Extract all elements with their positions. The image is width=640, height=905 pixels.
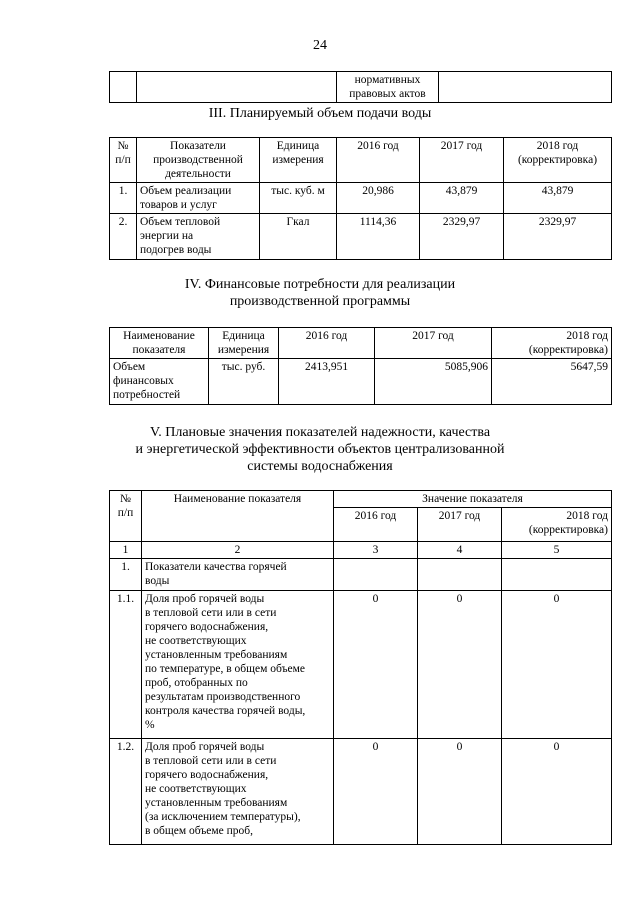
cell-num: 2. xyxy=(110,214,137,260)
page-number: 24 xyxy=(313,38,327,53)
header-2016: 2016 год xyxy=(337,138,420,183)
cell-unit: Гкал xyxy=(260,214,337,260)
header-2018: 2018 год (корректировка) xyxy=(504,138,612,183)
cell-2018 xyxy=(502,559,612,591)
cell-2017: 5085,906 xyxy=(375,359,492,405)
cell-2017: 2329,97 xyxy=(420,214,504,260)
cell-2016: 2413,951 xyxy=(279,359,375,405)
col-number: 3 xyxy=(334,542,418,559)
fragment-cell-text: нормативных правовых актов xyxy=(337,72,439,103)
column-number-row xyxy=(110,542,612,559)
table-row xyxy=(110,559,612,591)
cell-num: 1.2. xyxy=(110,739,142,845)
financial-needs-table xyxy=(109,327,612,405)
header-unit: Единица измерения xyxy=(260,138,337,183)
cell-2018: 2329,97 xyxy=(504,214,612,260)
section-3-title: III. Планируемый объем подачи воды xyxy=(208,106,432,121)
cell-num: 1. xyxy=(110,559,142,591)
cell-indicator: Доля проб горячей воды в тепловой сети или в сети горячего водоснабжения, не соответствующих установленным требованиям (за исключением температуры), в общем объеме проб, xyxy=(142,739,334,845)
cell-indicator: Показатели качества горячей воды xyxy=(142,559,334,591)
cell-num: 1.1. xyxy=(110,591,142,739)
table-row xyxy=(110,183,612,214)
cell-num: 1. xyxy=(110,183,137,214)
cell-2018: 0 xyxy=(502,739,612,845)
cell-unit: тыс. куб. м xyxy=(260,183,337,214)
cell-name: Объем финансовых потребностей xyxy=(110,359,209,405)
cell-2016 xyxy=(334,559,418,591)
section-4-title: IV. Финансовые потребности для реализации производственной программы xyxy=(184,277,456,309)
cell-2017 xyxy=(418,559,502,591)
cell-2018: 0 xyxy=(502,591,612,739)
header-2018: 2018 год (корректировка) xyxy=(492,328,612,359)
cell-2016: 20,986 xyxy=(337,183,420,214)
header-2017: 2017 год xyxy=(418,508,502,542)
header-2016: 2016 год xyxy=(334,508,418,542)
header-indicator-value: Значение показателя xyxy=(334,491,612,508)
cell-unit: тыс. руб. xyxy=(209,359,279,405)
cell-2017: 43,879 xyxy=(420,183,504,214)
col-number: 1 xyxy=(110,542,142,559)
header-2018: 2018 год (корректировка) xyxy=(502,508,612,542)
cell-2018: 43,879 xyxy=(504,183,612,214)
reliability-indicators-table xyxy=(109,490,612,845)
header-num: № п/п xyxy=(110,138,137,183)
cell-2018: 5647,59 xyxy=(492,359,612,405)
col-number: 2 xyxy=(142,542,334,559)
header-num: № п/п xyxy=(110,491,142,542)
header-indicator: Показатели производственной деятельности xyxy=(137,138,260,183)
planned-volume-table xyxy=(109,137,612,260)
cell-2017: 0 xyxy=(418,739,502,845)
header-2016: 2016 год xyxy=(279,328,375,359)
section-5-title: V. Плановые значения показателей надежности, качества и энергетической эффективности объектов централизованной системы водоснабжения xyxy=(135,425,505,474)
header-unit: Единица измерения xyxy=(209,328,279,359)
table-row xyxy=(110,739,612,845)
fragment-cell-empty xyxy=(439,72,612,103)
table-row xyxy=(110,214,612,260)
col-number: 4 xyxy=(418,542,502,559)
cell-2016: 0 xyxy=(334,591,418,739)
table-row xyxy=(110,359,612,405)
header-2017: 2017 год xyxy=(375,328,492,359)
cell-indicator: Объем реализации товаров и услуг xyxy=(137,183,260,214)
header-2017: 2017 год xyxy=(420,138,504,183)
table-row xyxy=(110,591,612,739)
cell-2016: 0 xyxy=(334,739,418,845)
top-fragment-table xyxy=(109,71,612,103)
cell-2016: 1114,36 xyxy=(337,214,420,260)
cell-2017: 0 xyxy=(418,591,502,739)
header-name: Наименование показателя xyxy=(110,328,209,359)
fragment-cell-empty xyxy=(137,72,337,103)
cell-indicator: Доля проб горячей воды в тепловой сети или в сети горячего водоснабжения, не соответствующих установленным требованиям по температуре, в общем объеме проб, отобранных по результатам производственного контроля качества горячей воды, % xyxy=(142,591,334,739)
col-number: 5 xyxy=(502,542,612,559)
cell-indicator: Объем тепловой энергии на подогрев воды xyxy=(137,214,260,260)
fragment-cell-empty xyxy=(110,72,137,103)
header-indicator-name: Наименование показателя xyxy=(142,491,334,542)
